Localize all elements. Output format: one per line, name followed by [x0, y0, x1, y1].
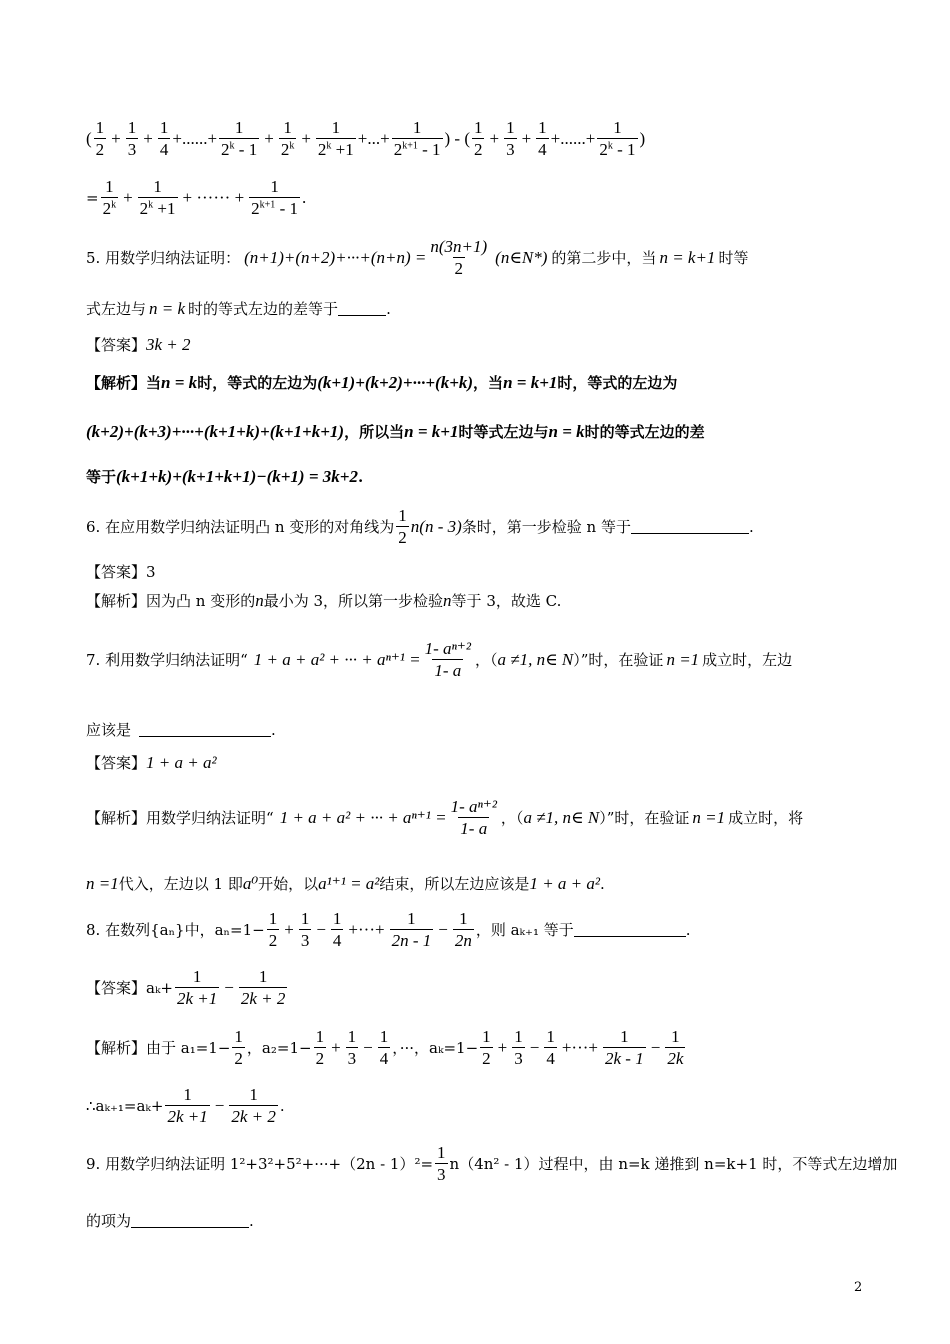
- fraction: $\frac{1}{3}$: [437, 1143, 446, 1185]
- fraction: $\frac{1}{2}$: [315, 1027, 325, 1069]
- page-number: 2: [854, 1280, 863, 1295]
- fraction: $\frac{1}{2}$: [268, 909, 278, 951]
- fraction: $\frac{1}{3}$: [506, 118, 515, 160]
- fraction: $\frac{1}{3}$: [300, 909, 310, 951]
- fraction: $\frac{n(3n+1)}{2}$: [430, 237, 488, 279]
- question-7-cont: 应该是 .: [86, 720, 276, 739]
- fraction: $\frac{1}{3}$: [347, 1027, 357, 1069]
- fraction: $\frac{1}{4}$: [159, 118, 169, 160]
- answer-blank: [131, 1213, 249, 1228]
- analysis-6: 【解析】 因为凸 n 变形的 n 最小为 3，所以第一步检验 n 等于 3，故选 C.: [86, 590, 562, 610]
- analysis-5: 【解析】 当 n = k 时，等式的左边为 (k+1)+(k+2)+···+(k+k) ，当 n = k+1 时，等式的左边为: [86, 372, 678, 392]
- question-5-cont: 式左边与 n = k 时的等式左边的差等于 .: [86, 298, 391, 318]
- fraction: $\frac{1}{2k - 1}$: [605, 1027, 644, 1069]
- answer-5: 【答案】 3k + 2: [86, 334, 191, 354]
- formula-line-1: ( $\frac{1}{2}$ + $\frac{1}{3}$ + $\frac{1}{4}$ +......+ $\frac{1}{2^k - 1}$ + $\frac{1}{2^k}$ + $\frac{1}{2^k +1}$ +...+ $\frac{1}{2^{k+1} - 1}$ ) - ( $\frac{1}{2}$ + $\frac{1}{3}$ + $\frac{1}{4}$ +......+ $\frac{1}{2^k - 1}$ ): [86, 118, 646, 160]
- answer-6: 【答案】 3: [86, 562, 156, 581]
- fraction: $\frac{1}{2^k - 1}$: [221, 118, 258, 160]
- fraction: $\frac{1}{3}$: [514, 1027, 523, 1069]
- fraction: $\frac{1}{4}$: [546, 1027, 555, 1069]
- fraction: $\frac{1}{2n - 1}$: [391, 909, 432, 951]
- fraction: $\frac{1}{4}$: [379, 1027, 389, 1069]
- fraction: $\frac{1}{2k}$: [667, 1027, 684, 1069]
- question-6: 6. 在应用数学归纳法证明凸 n 变形的对角线为 $\frac{1}{2}$ n(n - 3) 条时，第一步检验 n 等于 .: [86, 506, 754, 548]
- fraction: $\frac{\text{1- aⁿ⁺²}}{1- a}$: [450, 797, 497, 839]
- fraction: $\frac{1}{4}$: [332, 909, 342, 951]
- fraction: $\frac{1}{2^k - 1}$: [599, 118, 636, 160]
- fraction: $\frac{1}{2^{k+1} - 1}$: [393, 118, 441, 160]
- fraction: $\frac{1}{2k +1}$: [167, 1085, 208, 1127]
- answer-blank: [574, 922, 686, 937]
- question-5: 5. 用数学归纳法证明： (n+1)+(n+2)+···+(n+n) = $\frac{n(3n+1)}{2}$ (n∈N*) 的第二步中，当 n = k+1 时等: [86, 237, 749, 279]
- fraction: $\frac{1}{2}$: [234, 1027, 243, 1069]
- fraction: $\frac{1}{2k +1}$: [177, 967, 218, 1009]
- analysis-7: 【解析】 用数学归纳法证明“ 1 + a + a² + ··· + aⁿ⁺¹ = $\frac{\text{1- aⁿ⁺²}}{1- a}$ ，（ a ≠1, n∈ N ）”时，在验证 n =1 成立时，将: [86, 797, 804, 839]
- fraction: $\frac{1}{2^k +1}$: [317, 118, 354, 160]
- fraction: $\frac{1}{3}$: [127, 118, 137, 160]
- analysis-7-line-2: n =1 代入，左边以 1 即 a⁰ 开始，以 a¹⁺¹ = a² 结束，所以左边应该是 1 + a + a² .: [86, 873, 605, 893]
- answer-blank: [139, 722, 271, 737]
- question-7: 7. 利用数学归纳法证明“ 1 + a + a² + ··· + aⁿ⁺¹ = $\frac{\text{1- aⁿ⁺²}}{1- a}$ ，（ a ≠1, n∈ N ）”时，在验证 n =1 成立时，左边: [86, 639, 793, 681]
- fraction: $\frac{1}{2n}$: [454, 909, 472, 951]
- fraction: $\frac{1}{2^k +1}$: [139, 177, 176, 219]
- fraction: $\frac{1}{2k + 2}$: [231, 1085, 276, 1127]
- analysis-8: 【解析】 由于 a₁=1− $\frac{1}{2}$ ，a₂=1− $\frac{1}{2}$ + $\frac{1}{3}$ − $\frac{1}{4}$ ，···，aₖ=1− $\frac{1}{2}$ + $\frac{1}{3}$ − $\frac{1}{4}$ +···+ $\frac{1}{2k - 1}$ − $\frac{1}{2k}$: [86, 1027, 684, 1069]
- fraction: $\frac{1}{4}$: [538, 118, 547, 160]
- fraction: $\frac{\text{1- aⁿ⁺²}}{1- a}$: [424, 639, 471, 681]
- fraction: $\frac{1}{2^{k+1} - 1}$: [251, 177, 298, 219]
- fraction: $\frac{1}{2}$: [482, 1027, 491, 1069]
- fraction: $\frac{1}{2^k}$: [280, 118, 295, 160]
- answer-blank: [631, 519, 749, 534]
- formula-line-2: = $\frac{1}{2^k}$ + $\frac{1}{2^k +1}$ + ······ + $\frac{1}{2^{k+1} - 1}$ .: [86, 177, 307, 219]
- answer-7: 【答案】 1 + a + a²: [86, 752, 217, 772]
- question-9: 9. 用数学归纳法证明 1²+3²+5²+···+（2n - 1）²= $\frac{1}{3}$ n（4n² - 1）过程中，由 n=k 递推到 n=k+1 时，不等式左边增加: [86, 1143, 898, 1185]
- question-9-cont: 的项为 .: [86, 1211, 254, 1230]
- analysis-5-line-2: (k+2)+(k+3)+···+(k+1+k)+(k+1+k+1) ，所以当 n = k+1 时等式左边与 n = k 时的等式左边的差: [86, 421, 705, 441]
- answer-blank: [338, 301, 386, 316]
- fraction: $\frac{1}{2}$: [95, 118, 105, 160]
- fraction: $\frac{1}{2k + 2}$: [240, 967, 286, 1009]
- analysis-8-line-2: ∴aₖ₊₁=aₖ+ $\frac{1}{2k +1}$ − $\frac{1}{2k + 2}$ .: [86, 1085, 285, 1127]
- fraction: $\frac{1}{2^k}$: [102, 177, 117, 219]
- answer-8: 【答案】 aₖ+ $\frac{1}{2k +1}$ − $\frac{1}{2k + 2}$: [86, 967, 286, 1009]
- fraction: $\frac{1}{2}$: [473, 118, 483, 160]
- fraction: $\frac{1}{2}$: [398, 506, 407, 548]
- analysis-5-line-3: 等于 (k+1+k)+(k+1+k+1)−(k+1) = 3k+2 .: [86, 466, 364, 486]
- question-8: 8. 在数列{aₙ}中，aₙ=1− $\frac{1}{2}$ + $\frac{1}{3}$ − $\frac{1}{4}$ +···+ $\frac{1}{2n - 1}$ − $\frac{1}{2n}$ ，则 aₖ₊₁ 等于 .: [86, 909, 691, 951]
